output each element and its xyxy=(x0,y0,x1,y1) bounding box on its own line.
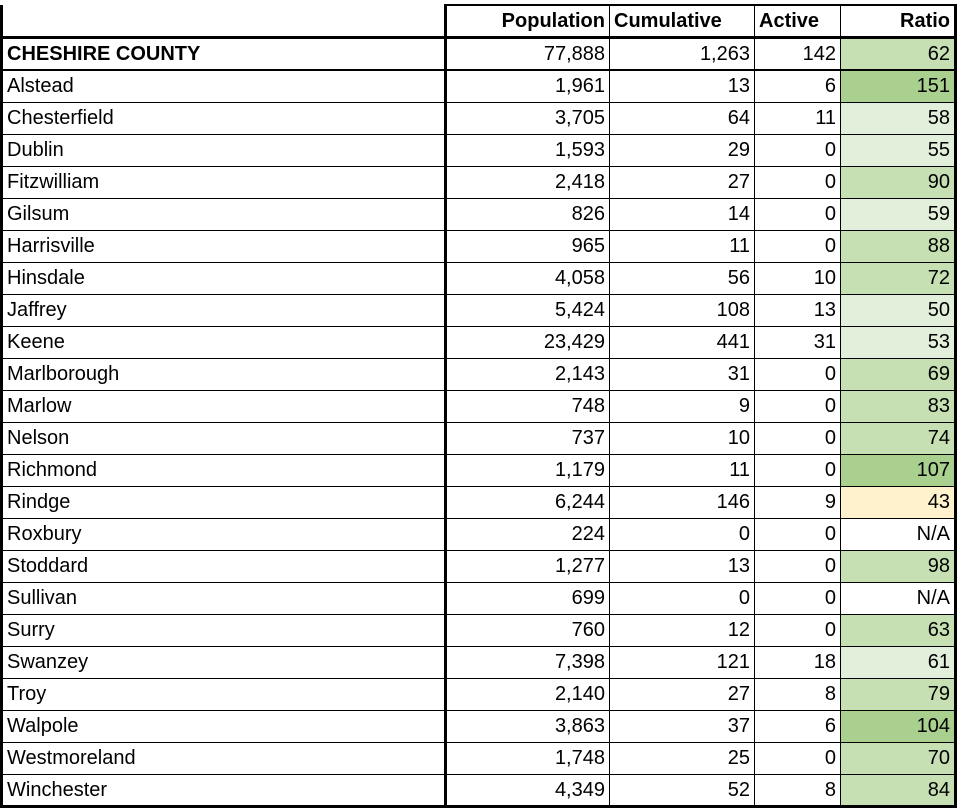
population-cell[interactable]: 3,705 xyxy=(446,102,610,134)
county-population-cell[interactable]: 77,888 xyxy=(446,38,610,71)
population-cell[interactable]: 1,277 xyxy=(446,550,610,582)
table-row xyxy=(2,582,956,614)
town-name-cell[interactable]: Keene xyxy=(2,326,446,358)
ratio-cell[interactable]: 58 xyxy=(841,102,956,134)
ratio-cell[interactable]: 79 xyxy=(841,678,956,710)
header-cumulative[interactable]: Cumulative xyxy=(610,5,755,38)
town-name-cell[interactable]: Winchester xyxy=(2,774,446,806)
population-cell[interactable]: 5,424 xyxy=(446,294,610,326)
town-name-cell[interactable]: Fitzwilliam xyxy=(2,166,446,198)
table-row xyxy=(2,358,956,390)
cumulative-cell[interactable]: 31 xyxy=(610,358,755,390)
cumulative-cell[interactable]: 9 xyxy=(610,390,755,422)
county-total-row xyxy=(2,38,956,71)
table-row xyxy=(2,774,956,806)
table-row xyxy=(2,390,956,422)
ratio-cell[interactable]: 70 xyxy=(841,742,956,774)
population-cell[interactable]: 965 xyxy=(446,230,610,262)
population-cell[interactable]: 2,143 xyxy=(446,358,610,390)
table-body xyxy=(2,38,956,807)
table-row xyxy=(2,518,956,550)
ratio-cell[interactable]: 55 xyxy=(841,134,956,166)
ratio-cell[interactable]: 53 xyxy=(841,326,956,358)
town-name-cell[interactable]: Marlborough xyxy=(2,358,446,390)
ratio-cell[interactable]: 63 xyxy=(841,614,956,646)
table-row xyxy=(2,166,956,198)
town-name-cell[interactable]: Jaffrey xyxy=(2,294,446,326)
town-name-cell[interactable]: Rindge xyxy=(2,486,446,518)
active-cell[interactable]: 0 xyxy=(755,422,841,454)
active-cell[interactable]: 0 xyxy=(755,518,841,550)
population-cell[interactable]: 224 xyxy=(446,518,610,550)
population-cell[interactable]: 2,418 xyxy=(446,166,610,198)
county-active-cell[interactable]: 142 xyxy=(755,38,841,71)
town-name-cell[interactable]: Marlow xyxy=(2,390,446,422)
table-row xyxy=(2,198,956,230)
town-name-cell[interactable]: Alstead xyxy=(2,70,446,102)
population-cell[interactable]: 2,140 xyxy=(446,678,610,710)
town-name-cell[interactable]: Swanzey xyxy=(2,646,446,678)
active-cell[interactable]: 0 xyxy=(755,390,841,422)
table-row xyxy=(2,710,956,742)
cumulative-cell[interactable]: 27 xyxy=(610,678,755,710)
table-row xyxy=(2,262,956,294)
town-name-cell[interactable]: Sullivan xyxy=(2,582,446,614)
header-row xyxy=(2,5,956,38)
active-cell[interactable]: 0 xyxy=(755,166,841,198)
population-cell[interactable]: 1,593 xyxy=(446,134,610,166)
ratio-cell[interactable]: 151 xyxy=(841,70,956,102)
ratio-cell[interactable]: 88 xyxy=(841,230,956,262)
ratio-cell[interactable]: 98 xyxy=(841,550,956,582)
ratio-cell[interactable]: 107 xyxy=(841,454,956,486)
cumulative-cell[interactable]: 13 xyxy=(610,550,755,582)
population-cell[interactable]: 6,244 xyxy=(446,486,610,518)
header-active[interactable]: Active xyxy=(755,5,841,38)
cumulative-cell[interactable]: 108 xyxy=(610,294,755,326)
active-cell[interactable]: 9 xyxy=(755,486,841,518)
table-row xyxy=(2,742,956,774)
active-cell[interactable]: 8 xyxy=(755,774,841,806)
cumulative-cell[interactable]: 52 xyxy=(610,774,755,806)
active-cell[interactable]: 8 xyxy=(755,678,841,710)
population-cell[interactable]: 737 xyxy=(446,422,610,454)
town-name-cell[interactable]: Dublin xyxy=(2,134,446,166)
active-cell[interactable]: 0 xyxy=(755,230,841,262)
cumulative-cell[interactable]: 441 xyxy=(610,326,755,358)
table-row xyxy=(2,678,956,710)
active-cell[interactable]: 10 xyxy=(755,262,841,294)
table-row xyxy=(2,422,956,454)
ratio-cell[interactable]: 69 xyxy=(841,358,956,390)
cumulative-cell[interactable]: 25 xyxy=(610,742,755,774)
table-row xyxy=(2,70,956,102)
ratio-cell[interactable]: 59 xyxy=(841,198,956,230)
cumulative-cell[interactable]: 121 xyxy=(610,646,755,678)
ratio-cell[interactable]: 83 xyxy=(841,390,956,422)
active-cell[interactable]: 6 xyxy=(755,710,841,742)
population-cell[interactable]: 1,748 xyxy=(446,742,610,774)
population-cell[interactable]: 7,398 xyxy=(446,646,610,678)
cumulative-cell[interactable]: 14 xyxy=(610,198,755,230)
active-cell[interactable]: 0 xyxy=(755,550,841,582)
active-cell[interactable]: 18 xyxy=(755,646,841,678)
ratio-cell[interactable]: 61 xyxy=(841,646,956,678)
cumulative-cell[interactable]: 0 xyxy=(610,518,755,550)
active-cell[interactable]: 0 xyxy=(755,198,841,230)
population-cell[interactable]: 3,863 xyxy=(446,710,610,742)
town-name-cell[interactable]: Westmoreland xyxy=(2,742,446,774)
town-name-cell[interactable]: Nelson xyxy=(2,422,446,454)
town-name-cell[interactable]: Walpole xyxy=(2,710,446,742)
active-cell[interactable]: 0 xyxy=(755,582,841,614)
population-cell[interactable]: 4,058 xyxy=(446,262,610,294)
header-ratio[interactable]: Ratio xyxy=(841,5,956,38)
table-row xyxy=(2,486,956,518)
cumulative-cell[interactable]: 13 xyxy=(610,70,755,102)
town-name-cell[interactable]: Hinsdale xyxy=(2,262,446,294)
cumulative-cell[interactable]: 64 xyxy=(610,102,755,134)
ratio-cell[interactable]: N/A xyxy=(841,518,956,550)
ratio-cell[interactable]: 104 xyxy=(841,710,956,742)
town-name-cell[interactable]: Chesterfield xyxy=(2,102,446,134)
table-row xyxy=(2,646,956,678)
cumulative-cell[interactable]: 29 xyxy=(610,134,755,166)
active-cell[interactable]: 11 xyxy=(755,102,841,134)
active-cell[interactable]: 31 xyxy=(755,326,841,358)
population-cell[interactable]: 748 xyxy=(446,390,610,422)
town-name-cell[interactable]: Harrisville xyxy=(2,230,446,262)
population-cell[interactable]: 826 xyxy=(446,198,610,230)
table-row xyxy=(2,550,956,582)
population-cell[interactable]: 23,429 xyxy=(446,326,610,358)
ratio-cell[interactable]: 72 xyxy=(841,262,956,294)
town-name-cell[interactable]: Richmond xyxy=(2,454,446,486)
cumulative-cell[interactable]: 146 xyxy=(610,486,755,518)
table-row xyxy=(2,294,956,326)
county-cumulative-cell[interactable]: 1,263 xyxy=(610,38,755,71)
cumulative-cell[interactable]: 37 xyxy=(610,710,755,742)
active-cell[interactable]: 0 xyxy=(755,358,841,390)
table-row xyxy=(2,230,956,262)
county-name-cell[interactable]: CHESHIRE COUNTY xyxy=(2,38,446,71)
ratio-cell[interactable]: 50 xyxy=(841,294,956,326)
population-cell[interactable]: 4,349 xyxy=(446,774,610,806)
county-ratio-cell[interactable]: 62 xyxy=(841,38,956,71)
town-name-cell[interactable]: Surry xyxy=(2,614,446,646)
table-row xyxy=(2,454,956,486)
ratio-cell[interactable]: 43 xyxy=(841,486,956,518)
active-cell[interactable]: 0 xyxy=(755,742,841,774)
header-name-cell[interactable] xyxy=(2,5,446,38)
cumulative-cell[interactable]: 11 xyxy=(610,454,755,486)
cumulative-cell[interactable]: 10 xyxy=(610,422,755,454)
population-cell[interactable]: 1,961 xyxy=(446,70,610,102)
population-cell[interactable]: 760 xyxy=(446,614,610,646)
town-name-cell[interactable]: Roxbury xyxy=(2,518,446,550)
population-cell[interactable]: 699 xyxy=(446,582,610,614)
ratio-cell[interactable]: 84 xyxy=(841,774,956,806)
ratio-cell[interactable]: N/A xyxy=(841,582,956,614)
active-cell[interactable]: 0 xyxy=(755,454,841,486)
town-data-table xyxy=(0,4,957,808)
population-cell[interactable]: 1,179 xyxy=(446,454,610,486)
table-row xyxy=(2,102,956,134)
town-name-cell[interactable]: Stoddard xyxy=(2,550,446,582)
town-name-cell[interactable]: Troy xyxy=(2,678,446,710)
active-cell[interactable]: 13 xyxy=(755,294,841,326)
cumulative-cell[interactable]: 27 xyxy=(610,166,755,198)
active-cell[interactable]: 0 xyxy=(755,614,841,646)
cumulative-cell[interactable]: 12 xyxy=(610,614,755,646)
active-cell[interactable]: 6 xyxy=(755,70,841,102)
town-name-cell[interactable]: Gilsum xyxy=(2,198,446,230)
table-row xyxy=(2,134,956,166)
ratio-cell[interactable]: 74 xyxy=(841,422,956,454)
cumulative-cell[interactable]: 11 xyxy=(610,230,755,262)
active-cell[interactable]: 0 xyxy=(755,134,841,166)
table-row xyxy=(2,326,956,358)
cumulative-cell[interactable]: 0 xyxy=(610,582,755,614)
table-row xyxy=(2,614,956,646)
cumulative-cell[interactable]: 56 xyxy=(610,262,755,294)
header-population[interactable]: Population xyxy=(446,5,610,38)
ratio-cell[interactable]: 90 xyxy=(841,166,956,198)
